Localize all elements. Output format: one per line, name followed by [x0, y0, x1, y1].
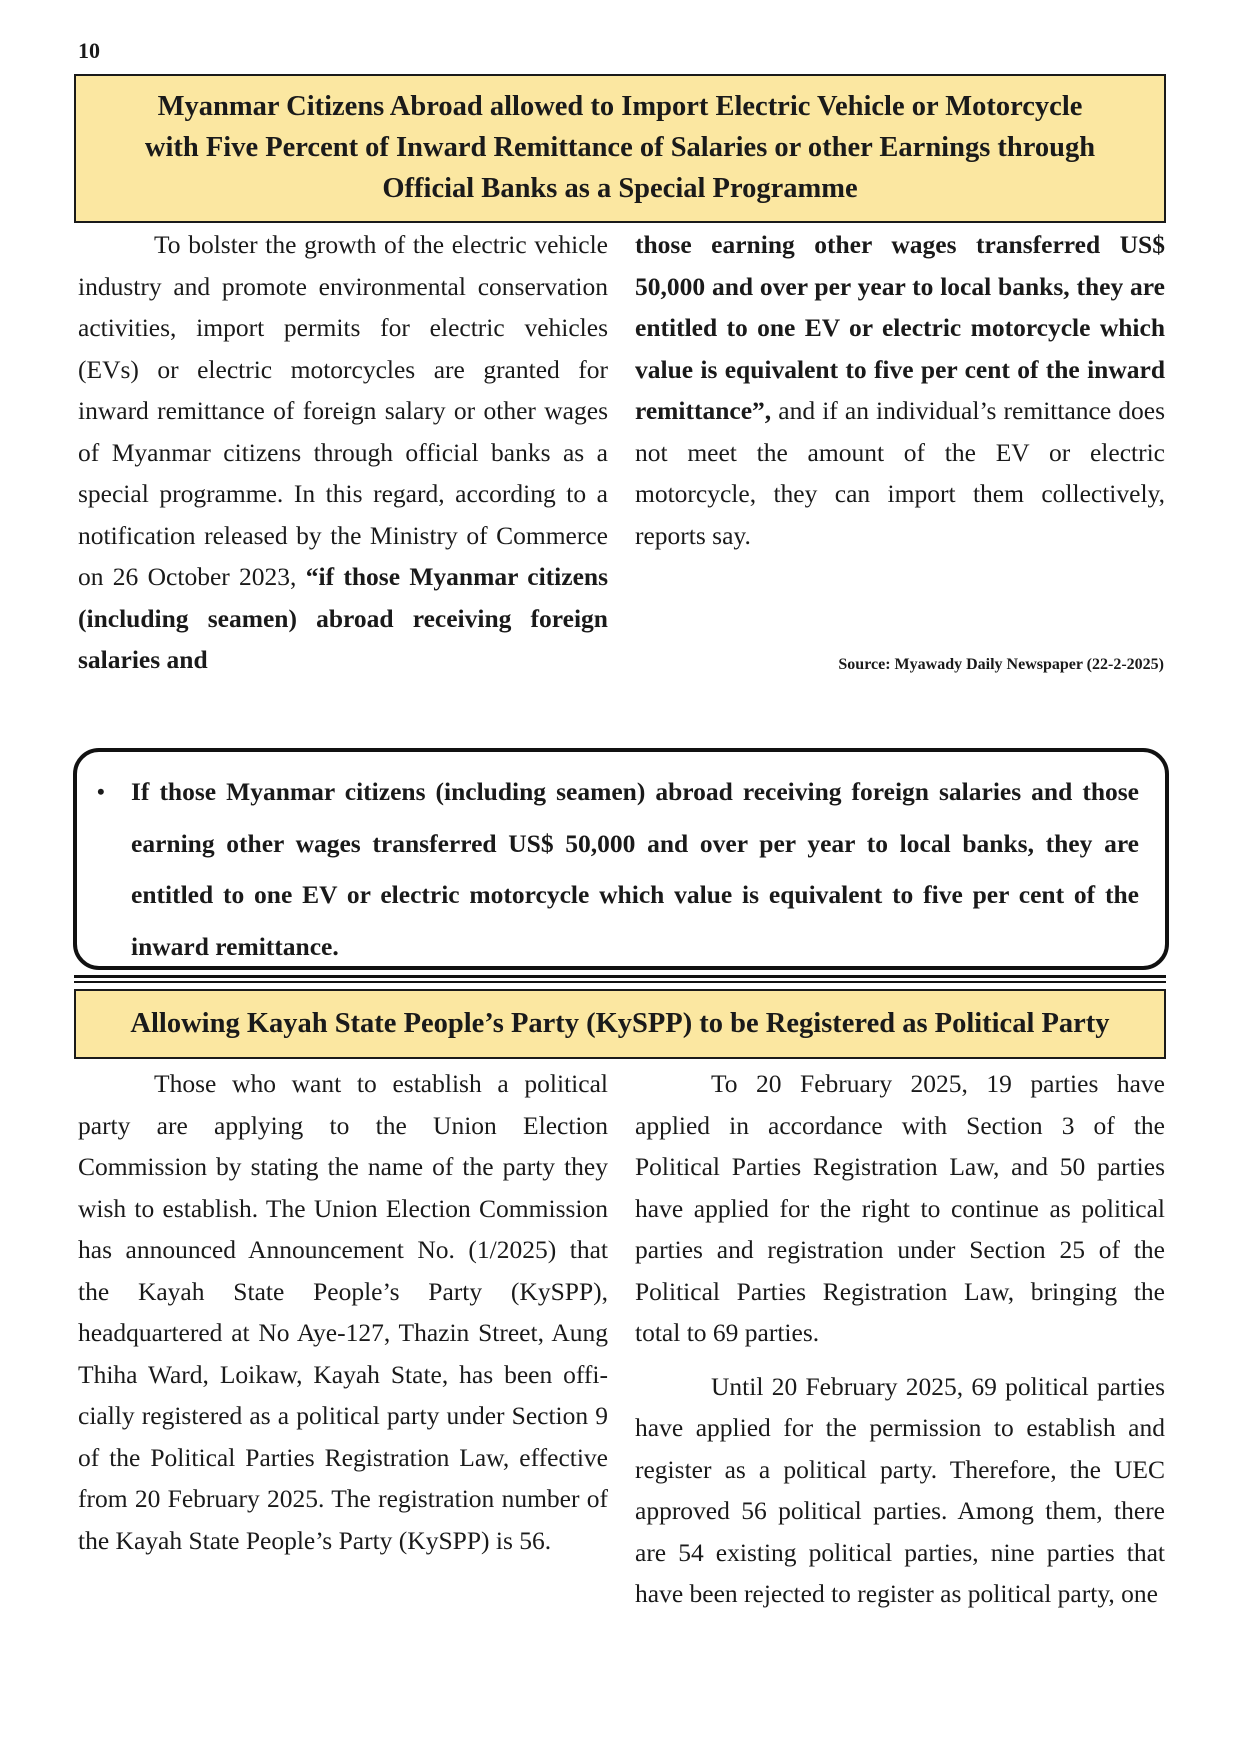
headline-line-3: Official Banks as a Special Programme [382, 173, 858, 204]
article1-right-text: and if an individual’s remittance does not meet the amount of the EV or electric motorcycle, they can import them collectively, reports say. [635, 396, 1165, 550]
article1-left-column [78, 224, 608, 681]
divider-bottom [74, 981, 1166, 983]
article1-quote-part1: “if those Myanmar citizens (including seamen) abroad receiving foreign salaries and [78, 562, 608, 674]
article1-body-text: To bolster the growth of the electric vehicle industry and promote environmental conservation activities, import permits for electric vehicles (EVs) or electric motorcycles are granted for inward remittance of foreign salary or other wages of Myanmar citizens through official banks as a special programme. In this regard, according to a notification released by the Ministry of Commerce on 26 October 2023, [78, 230, 608, 591]
divider-top [74, 975, 1166, 978]
page-number: 10 [78, 38, 100, 63]
headline-line-2: with Five Percent of Inward Remittance of Salaries or other Earnings through [144, 132, 1096, 163]
article2-left-paragraph: Those who want to establish a political party are applying to the Union Election Commission by stating the name of the party they wish to establish. The Union Election Commission has announced Announcement No. (1/2025) that the Kayah State People’s Party (KySPP), headquartered at No Aye-127, Thazin Street, Aung Thiha Ward, Loikaw, Kayah State, has been officially registered as a political party under Section 9 of the Political Parties Registration Law, effective from 20 February 2025. The registration number of the Kayah State People’s Party (KySPP) is 56. [78, 1069, 608, 1555]
article2-right-paragraph-1: To 20 February 2025, 19 parties have applied in accordance with Section 3 of the Political Parties Registration Law, and 50 parties have applied for the right to continue as political parties and registration under Section 25 of the Political Parties Registration Law, bringing the total to 69 parties. [635, 1069, 1165, 1347]
bullet-icon: • [97, 779, 105, 804]
article2-right-column [635, 1063, 1165, 1615]
source-credit: Source: Myawady Daily Newspaper (22-2-2025) [838, 656, 1164, 673]
article1-right-paragraph [635, 224, 1165, 556]
article2-right-paragraph-2: Until 20 February 2025, 69 political parties have applied for the permission to establish and register as a political party. Therefore, the UEC approved 56 political parties. Among them, there are 54 existing political parties, nine parties that have been rejected to register as political party, one [635, 1371, 1165, 1608]
article1-quote-part2: those earning other wages transferred US$ 50,000 and over per year to local banks, they are entitled to one EV or electric motorcycle which value is equivalent to five per cent of the inward remittance”, [635, 230, 1165, 425]
article2-left-column [78, 1063, 608, 1561]
headline-line-1: Myanmar Citizens Abroad allowed to Import Electric Vehicle or Motorcycle [157, 91, 1083, 122]
callout-item [97, 766, 1139, 972]
section-headline: Allowing Kayah State People’s Party (KySPP) to be Registered as Political Party [74, 989, 1166, 1059]
callout-text: If those Myanmar citizens (including seamen) abroad receiving foreign salaries and those earning other wages transferred US$ 50,000 and over per year to local banks, they are entitled to one EV or electric motorcycle which value is equivalent to five per cent of the inward remittance. [131, 777, 1139, 961]
article1-right-column [635, 224, 1165, 556]
highlight-callout-box [73, 748, 1169, 970]
article1-left-paragraph [78, 224, 608, 681]
article-headline [74, 74, 1166, 223]
